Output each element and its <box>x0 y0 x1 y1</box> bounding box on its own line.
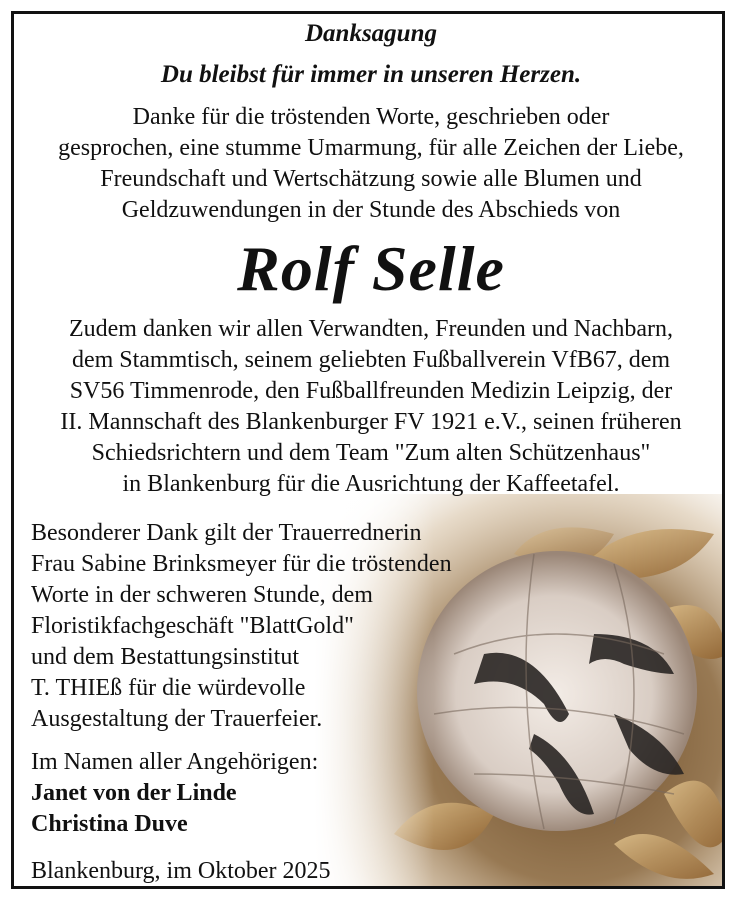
intro-line: Freundschaft und Wertschätzung sowie alle Blumen und <box>100 166 642 192</box>
signature-name: Christina Duve <box>31 811 188 837</box>
signature-block <box>31 747 318 840</box>
notice-title: Danksagung <box>305 20 437 47</box>
special-thanks-text <box>31 518 452 735</box>
intro-line: gesprochen, eine stumme Umarmung, für alle Zeichen der Liebe, <box>58 135 684 161</box>
thanks-line: in Blankenburg für die Ausrichtung der Kaffeetafel. <box>122 471 620 497</box>
special-thanks-line: Floristikfachgeschäft "BlattGold" <box>31 613 354 639</box>
special-thanks-line: Frau Sabine Brinksmeyer für die tröstenden <box>31 551 452 577</box>
special-thanks-line: Ausgestaltung der Trauerfeier. <box>31 706 323 732</box>
thanks-line: dem Stammtisch, seinem geliebten Fußballverein VfB67, dem <box>71 347 671 373</box>
deceased-name: Rolf Selle <box>237 233 505 304</box>
thanks-line: Zudem danken wir allen Verwandten, Freunden und Nachbarn, <box>68 316 674 342</box>
intro-line: Danke für die tröstenden Worte, geschrieben oder <box>132 104 610 130</box>
signature-intro: Im Namen aller Angehörigen: <box>31 749 319 775</box>
notice-subtitle: Du bleibst für immer in unseren Herzen. <box>160 61 582 88</box>
thanks-line: Schiedsrichtern und dem Team "Zum alten Schützenhaus" <box>91 440 651 466</box>
signature-name: Janet von der Linde <box>31 780 237 806</box>
intro-text <box>14 102 725 226</box>
intro-line: Geldzuwendungen in der Stunde des Abschieds von <box>121 197 621 223</box>
thanks-line: SV56 Timmenrode, den Fußballfreunden Medizin Leipzig, der <box>69 378 673 404</box>
special-thanks-line: Besonderer Dank gilt der Trauerrednerin <box>31 520 422 546</box>
thanks-text <box>14 314 725 500</box>
special-thanks-line: T. THIEß für die würdevolle <box>31 675 306 701</box>
special-thanks-line: Worte in der schweren Stunde, dem <box>31 582 373 608</box>
special-thanks-line: und dem Bestattungsinstitut <box>31 644 299 670</box>
thanks-line: II. Mannschaft des Blankenburger FV 1921 e.V., seinen früheren <box>60 409 682 435</box>
place-date: Blankenburg, im Oktober 2025 <box>31 858 331 884</box>
obituary-notice <box>11 11 725 889</box>
